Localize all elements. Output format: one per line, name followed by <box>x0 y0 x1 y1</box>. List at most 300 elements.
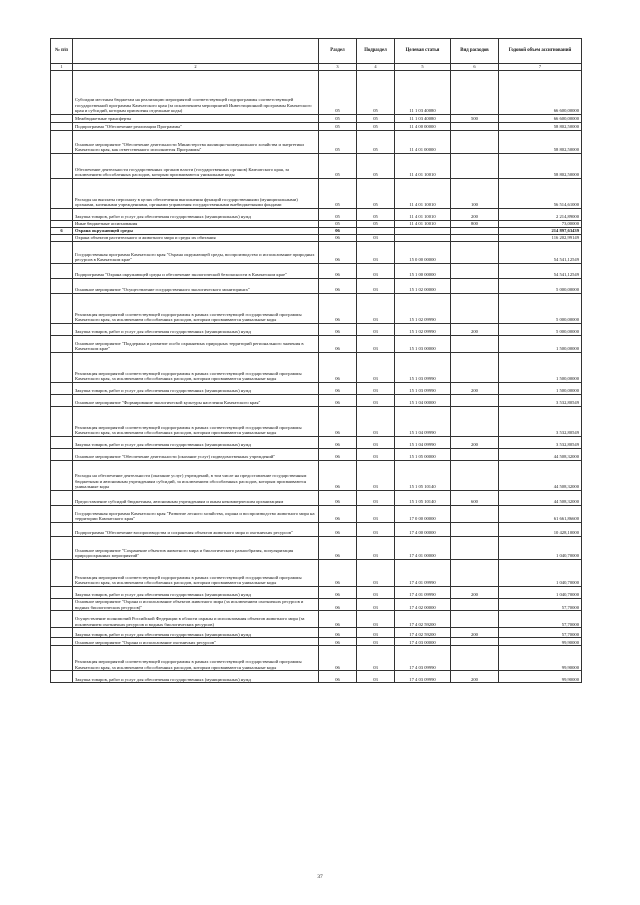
row-target-article-cell: 15 1 04 09990 <box>395 407 451 437</box>
row-amount-cell: 44 508,32000 <box>499 491 582 506</box>
row-expense-type-cell <box>451 242 499 264</box>
row-amount-cell: 3 532,80549 <box>499 395 582 407</box>
row-expense-type-cell <box>451 523 499 537</box>
table-row <box>51 131 582 154</box>
row-razdel-cell: 06 <box>319 353 357 383</box>
table-row <box>51 279 582 294</box>
row-amount-cell: 44 508,32000 <box>499 461 582 491</box>
row-expense-type-cell <box>451 279 499 294</box>
row-name-cell: Закупка товаров, работ и услуг для обеспечения государственных (муниципальных) нужд <box>73 671 319 683</box>
row-name-cell: Подпрограмма "Охрана окружающей среды и обеспечение экологической безопасности в Камчатском крае" <box>73 264 319 279</box>
row-target-article-cell: 15 1 02 09990 <box>395 294 451 324</box>
row-razdel-cell: 05 <box>319 209 357 221</box>
table-row <box>51 638 582 646</box>
row-target-article-cell: 17 4 01 09990 <box>395 587 451 599</box>
row-target-article-cell: 11 4 01 00000 <box>395 131 451 154</box>
row-expense-type-cell <box>451 638 499 646</box>
row-podrazdel-cell: 03 <box>357 461 395 491</box>
table-row <box>51 336 582 353</box>
row-target-article-cell: 17 4 03 09990 <box>395 671 451 683</box>
row-razdel-cell: 06 <box>319 395 357 407</box>
row-expense-type-cell: 200 <box>451 437 499 449</box>
row-number-cell <box>51 628 73 638</box>
row-razdel-cell: 06 <box>319 587 357 599</box>
row-amount-cell: 54 541,12549 <box>499 242 582 264</box>
row-amount-cell: 99,90000 <box>499 671 582 683</box>
row-number-cell <box>51 294 73 324</box>
row-razdel-cell: 06 <box>319 235 357 242</box>
row-amount-cell: 1 040,70000 <box>499 537 582 560</box>
row-name-cell: Основное мероприятие "Охрана и использование объектов животного мира (за исключением охотничьих ресурсов и водных биологических ресурсов)" <box>73 599 319 611</box>
table-row <box>51 294 582 324</box>
row-expense-type-cell <box>451 336 499 353</box>
row-amount-cell: 66 600,00000 <box>499 71 582 115</box>
row-razdel-cell: 06 <box>319 383 357 395</box>
table-row <box>51 264 582 279</box>
row-target-article-cell: 17 4 03 00000 <box>395 638 451 646</box>
row-number-cell <box>51 154 73 179</box>
row-razdel-cell: 06 <box>319 599 357 611</box>
row-target-article-cell: 11 4 01 10010 <box>395 221 451 228</box>
row-number-cell <box>51 587 73 599</box>
row-amount-cell: 10 428,10000 <box>499 523 582 537</box>
row-expense-type-cell <box>451 264 499 279</box>
row-name-cell: Закупка товаров, работ и услуг для обеспечения государственных (муниципальных) нужд <box>73 209 319 221</box>
row-amount-cell: 3 532,80549 <box>499 407 582 437</box>
row-target-article-cell: 17 4 01 09990 <box>395 560 451 587</box>
row-number-cell <box>51 671 73 683</box>
col-number: 3 <box>319 64 357 71</box>
row-amount-cell: 58 802,50000 <box>499 154 582 179</box>
row-razdel-cell: 06 <box>319 506 357 523</box>
row-razdel-cell: 05 <box>319 115 357 123</box>
row-podrazdel-cell: 03 <box>357 264 395 279</box>
col-header-expense-type: Вид расходов <box>451 39 499 64</box>
row-razdel-cell: 06 <box>319 228 357 235</box>
row-razdel-cell: 06 <box>319 523 357 537</box>
row-name-cell: Закупка товаров, работ и услуг для обеспечения государственных (муниципальных) нужд <box>73 587 319 599</box>
row-podrazdel-cell: 05 <box>357 154 395 179</box>
row-number-cell <box>51 179 73 209</box>
col-header-razdel: Раздел <box>319 39 357 64</box>
row-number-cell <box>51 324 73 336</box>
row-target-article-cell: 15 1 05 10140 <box>395 461 451 491</box>
row-name-cell: Расходы на выплаты персоналу в целях обеспечения выполнения функций государственными (муниципальными) органами, казенными учреждениями, органами управления государственными внебюджетными фондами <box>73 179 319 209</box>
row-razdel-cell: 05 <box>319 131 357 154</box>
row-number-cell <box>51 336 73 353</box>
col-number: 2 <box>73 64 319 71</box>
row-number-cell <box>51 131 73 154</box>
row-target-article-cell: 17 4 02 00000 <box>395 599 451 611</box>
row-razdel-cell: 06 <box>319 611 357 628</box>
row-podrazdel-cell: 03 <box>357 506 395 523</box>
table-row <box>51 599 582 611</box>
row-number-cell <box>51 523 73 537</box>
col-number: 5 <box>395 64 451 71</box>
row-target-article-cell: 15 1 03 09990 <box>395 383 451 395</box>
row-name-cell: Подпрограмма "Обеспечение воспроизводства и сохранения объектов животного мира и охотничьих ресурсов" <box>73 523 319 537</box>
table-row <box>51 407 582 437</box>
row-target-article-cell: 11 4 01 10010 <box>395 179 451 209</box>
row-expense-type-cell: 200 <box>451 587 499 599</box>
row-expense-type-cell <box>451 235 499 242</box>
row-target-article-cell: 15 1 03 09990 <box>395 353 451 383</box>
table-row <box>51 537 582 560</box>
col-header-podrazdel: Подраздел <box>357 39 395 64</box>
budget-table <box>50 38 582 683</box>
row-name-cell: Основное мероприятие "Формирование экологической культуры населения Камчатского края" <box>73 395 319 407</box>
row-number-cell <box>51 560 73 587</box>
table-row <box>51 235 582 242</box>
row-name-cell: Закупка товаров, работ и услуг для обеспечения государственных (муниципальных) нужд <box>73 383 319 395</box>
row-number-cell <box>51 353 73 383</box>
row-razdel-cell: 06 <box>319 407 357 437</box>
row-podrazdel-cell: 05 <box>357 209 395 221</box>
row-amount-cell: 1 500,00000 <box>499 353 582 383</box>
row-expense-type-cell <box>451 461 499 491</box>
table-row <box>51 179 582 209</box>
row-amount-cell: 54 541,12549 <box>499 264 582 279</box>
row-number-cell <box>51 71 73 115</box>
row-amount-cell: 5 000,00000 <box>499 324 582 336</box>
row-target-article-cell: 11 4 01 10010 <box>395 154 451 179</box>
row-number-cell <box>51 242 73 264</box>
row-target-article-cell: 15 1 05 00000 <box>395 449 451 461</box>
row-number-cell <box>51 395 73 407</box>
row-target-article-cell: 15 1 04 09990 <box>395 437 451 449</box>
table-row <box>51 611 582 628</box>
row-name-cell: Основное мероприятие "Сохранение объектов животного мира и биологического разнообразия, популяризация природоохранных мероприятий" <box>73 537 319 560</box>
row-amount-cell: 1 500,00000 <box>499 336 582 353</box>
row-target-article-cell: 17 4 02 59200 <box>395 628 451 638</box>
budget-table-page <box>50 38 581 683</box>
row-amount-cell: 57,70000 <box>499 611 582 628</box>
row-podrazdel-cell: 05 <box>357 123 395 131</box>
col-number: 6 <box>451 64 499 71</box>
row-podrazdel-cell: 03 <box>357 324 395 336</box>
row-name-cell: Реализация мероприятий соответствующей подпрограммы в рамках соответствующей государственной программы Камчатского края, за исключением обособленных расходов, которым присваиваются уникальные коды <box>73 407 319 437</box>
row-name-cell: Основное мероприятие "Обеспечение деятельности (оказание услуг) подведомственных учреждений" <box>73 449 319 461</box>
row-amount-cell: 61 661,86600 <box>499 506 582 523</box>
row-podrazdel-cell: 03 <box>357 638 395 646</box>
row-expense-type-cell <box>451 395 499 407</box>
row-number-cell <box>51 646 73 671</box>
row-razdel-cell: 06 <box>319 324 357 336</box>
row-name-cell: Закупка товаров, работ и услуг для обеспечения государственных (муниципальных) нужд <box>73 628 319 638</box>
row-number-cell <box>51 638 73 646</box>
row-target-article-cell: 11 4 00 00000 <box>395 123 451 131</box>
row-name-cell: Субсидии местным бюджетам на реализацию мероприятий соответствующей подпрограммы соответствующей государственной программы Камчатского края (за исключением мероприятий Инвестиционной программы Камчатского края и субсидий, которым присвоены отдельные коды) <box>73 71 319 115</box>
row-name-cell: Межбюджетные трансферты <box>73 115 319 123</box>
col-header-target-article: Целевая статья <box>395 39 451 64</box>
row-amount-cell: 56 514,61000 <box>499 179 582 209</box>
row-expense-type-cell <box>451 646 499 671</box>
row-name-cell: Государственная программа Камчатского края "Охрана окружающей среды, воспроизводство и использование природных ресурсов в Камчатском крае" <box>73 242 319 264</box>
row-expense-type-cell <box>451 228 499 235</box>
row-name-cell: Осуществление полномочий Российской Федерации в области охраны и использования объектов животного мира (за исключением охотничьих ресурсов и водных биологических ресурсов) <box>73 611 319 628</box>
row-podrazdel-cell: 05 <box>357 179 395 209</box>
row-target-article-cell <box>395 228 451 235</box>
col-header-annual-amount: Годовой объем ассигнований <box>499 39 582 64</box>
row-podrazdel-cell: 03 <box>357 353 395 383</box>
table-row <box>51 353 582 383</box>
row-expense-type-cell: 200 <box>451 324 499 336</box>
row-amount-cell: 58 802,50000 <box>499 123 582 131</box>
row-name-cell: Расходы на обеспечение деятельности (оказание услуг) учреждений, в том числе на предоставление государственным бюджетным и автономным учреждениям субсидий, за исключением обособленных расходов, которым присваиваются уникальные коды <box>73 461 319 491</box>
row-amount-cell: 57,70000 <box>499 628 582 638</box>
row-amount-cell: 5 000,00000 <box>499 294 582 324</box>
table-row <box>51 437 582 449</box>
row-number-cell <box>51 506 73 523</box>
row-podrazdel-cell: 03 <box>357 523 395 537</box>
table-row <box>51 221 582 228</box>
row-number-cell <box>51 115 73 123</box>
row-number-cell <box>51 537 73 560</box>
table-row <box>51 646 582 671</box>
row-podrazdel-cell: 03 <box>357 599 395 611</box>
table-row <box>51 209 582 221</box>
row-name-cell: Реализация мероприятий соответствующей подпрограммы в рамках соответствующей государственной программы Камчатского края, за исключением обособленных расходов, которым присваиваются уникальные коды <box>73 646 319 671</box>
row-amount-cell: 1 040,70000 <box>499 560 582 587</box>
row-razdel-cell: 06 <box>319 437 357 449</box>
row-expense-type-cell <box>451 560 499 587</box>
row-name-cell: Закупка товаров, работ и услуг для обеспечения государственных (муниципальных) нужд <box>73 437 319 449</box>
row-number-cell <box>51 235 73 242</box>
row-number-cell <box>51 383 73 395</box>
row-podrazdel-cell: 03 <box>357 491 395 506</box>
row-target-article-cell: 17 4 03 09990 <box>395 646 451 671</box>
row-number-cell <box>51 437 73 449</box>
row-razdel-cell: 06 <box>319 537 357 560</box>
table-row <box>51 324 582 336</box>
row-number-cell <box>51 461 73 491</box>
table-body <box>51 71 582 683</box>
row-expense-type-cell: 200 <box>451 383 499 395</box>
row-target-article-cell <box>395 235 451 242</box>
row-amount-cell: 3 532,80549 <box>499 437 582 449</box>
table-row <box>51 383 582 395</box>
row-target-article-cell: 11 4 01 10010 <box>395 209 451 221</box>
table-row <box>51 587 582 599</box>
row-target-article-cell: 15 1 04 00000 <box>395 395 451 407</box>
table-row <box>51 242 582 264</box>
row-target-article-cell: 17 0 00 00000 <box>395 506 451 523</box>
row-podrazdel-cell: 05 <box>357 131 395 154</box>
row-podrazdel-cell: 05 <box>357 115 395 123</box>
table-row <box>51 395 582 407</box>
row-name-cell: Реализация мероприятий соответствующей подпрограммы в рамках соответствующей государственной программы Камчатского края, за исключением обособленных расходов, которым присваиваются уникальные коды <box>73 560 319 587</box>
col-number: 7 <box>499 64 582 71</box>
row-target-article-cell: 17 4 01 00000 <box>395 537 451 560</box>
row-expense-type-cell <box>451 537 499 560</box>
row-expense-type-cell <box>451 449 499 461</box>
row-target-article-cell: 15 0 00 00000 <box>395 242 451 264</box>
row-amount-cell: 214 897,63439 <box>499 228 582 235</box>
row-podrazdel-cell: 03 <box>357 242 395 264</box>
row-amount-cell: 66 600,00000 <box>499 115 582 123</box>
row-name-cell: Закупка товаров, работ и услуг для обеспечения государственных (муниципальных) нужд <box>73 324 319 336</box>
row-expense-type-cell: 200 <box>451 209 499 221</box>
row-razdel-cell: 06 <box>319 491 357 506</box>
row-name-cell: Основное мероприятие "Осуществление государственного экологического мониторинга" <box>73 279 319 294</box>
row-podrazdel-cell: 03 <box>357 537 395 560</box>
table-row <box>51 491 582 506</box>
row-razdel-cell: 05 <box>319 71 357 115</box>
row-expense-type-cell: 500 <box>451 115 499 123</box>
row-podrazdel-cell: 03 <box>357 587 395 599</box>
table-row <box>51 115 582 123</box>
row-amount-cell: 5 000,00000 <box>499 279 582 294</box>
row-razdel-cell: 06 <box>319 449 357 461</box>
row-amount-cell: 1 500,00000 <box>499 383 582 395</box>
row-amount-cell: 44 508,32000 <box>499 449 582 461</box>
row-razdel-cell: 06 <box>319 264 357 279</box>
column-number-row <box>51 64 582 71</box>
row-name-cell: Основное мероприятие "Поддержка и развитие особо охраняемых природных территорий регионального значения в Камчатском крае" <box>73 336 319 353</box>
row-number-cell <box>51 449 73 461</box>
row-expense-type-cell <box>451 71 499 115</box>
row-target-article-cell: 15 1 02 09990 <box>395 324 451 336</box>
row-podrazdel-cell: 03 <box>357 449 395 461</box>
header-row <box>51 39 582 64</box>
table-row <box>51 628 582 638</box>
row-name-cell: Предоставление субсидий бюджетным, автономным учреждениям и иным некоммерческим организациям <box>73 491 319 506</box>
row-amount-cell: 73,00000 <box>499 221 582 228</box>
row-target-article-cell: 15 1 03 00000 <box>395 336 451 353</box>
table-row <box>51 671 582 683</box>
row-target-article-cell: 17 4 00 00000 <box>395 523 451 537</box>
table-row <box>51 560 582 587</box>
row-razdel-cell: 06 <box>319 336 357 353</box>
row-expense-type-cell <box>451 599 499 611</box>
row-razdel-cell: 05 <box>319 221 357 228</box>
row-razdel-cell: 05 <box>319 123 357 131</box>
row-podrazdel-cell: 03 <box>357 279 395 294</box>
row-podrazdel-cell: 03 <box>357 235 395 242</box>
page-number: 37 <box>317 874 323 880</box>
row-target-article-cell: 17 4 02 59200 <box>395 611 451 628</box>
row-podrazdel-cell: 03 <box>357 294 395 324</box>
row-expense-type-cell: 200 <box>451 628 499 638</box>
row-podrazdel-cell: 03 <box>357 646 395 671</box>
row-expense-type-cell <box>451 123 499 131</box>
row-amount-cell: 1 040,70000 <box>499 587 582 599</box>
row-expense-type-cell <box>451 407 499 437</box>
col-header-name <box>73 39 319 64</box>
row-number-cell <box>51 407 73 437</box>
row-target-article-cell: 15 1 05 10140 <box>395 491 451 506</box>
table-row <box>51 506 582 523</box>
row-podrazdel-cell: 05 <box>357 221 395 228</box>
row-number-cell <box>51 264 73 279</box>
row-razdel-cell: 06 <box>319 560 357 587</box>
row-podrazdel-cell: 03 <box>357 560 395 587</box>
row-podrazdel-cell: 03 <box>357 611 395 628</box>
row-name-cell: Подпрограмма "Обеспечение реализации Программы" <box>73 123 319 131</box>
row-podrazdel-cell: 03 <box>357 407 395 437</box>
row-name-cell: Государственная программа Камчатского края "Развитие лесного хозяйства, охрана и воспроизводство животного мира на территории Камчатского края" <box>73 506 319 523</box>
row-podrazdel-cell: 03 <box>357 671 395 683</box>
row-name-cell: Охрана объектов растительного и животного мира и среды их обитания <box>73 235 319 242</box>
row-name-cell: Охрана окружающей среды <box>73 228 319 235</box>
row-target-article-cell: 15 1 00 00000 <box>395 264 451 279</box>
row-number-cell <box>51 279 73 294</box>
row-expense-type-cell: 800 <box>451 221 499 228</box>
row-podrazdel-cell <box>357 228 395 235</box>
row-name-cell: Реализация мероприятий соответствующей подпрограммы в рамках соответствующей государственной программы Камчатского края, за исключением обособленных расходов, которым присваиваются уникальные коды <box>73 294 319 324</box>
row-razdel-cell: 05 <box>319 179 357 209</box>
row-number-cell <box>51 599 73 611</box>
row-razdel-cell: 06 <box>319 646 357 671</box>
col-number: 1 <box>51 64 73 71</box>
row-expense-type-cell <box>451 154 499 179</box>
table-row <box>51 154 582 179</box>
row-razdel-cell: 06 <box>319 279 357 294</box>
row-number-cell <box>51 491 73 506</box>
row-expense-type-cell: 600 <box>451 491 499 506</box>
table-row <box>51 523 582 537</box>
table-row <box>51 123 582 131</box>
row-podrazdel-cell: 05 <box>357 71 395 115</box>
row-name-cell: Основное мероприятие "Охрана и использование охотничьих ресурсов" <box>73 638 319 646</box>
row-name-cell: Основное мероприятие "Обеспечение деятельности Министерства жилищно-коммунального хозяйства и энергетики Камчатского края, как ответственного исполнителя Программы" <box>73 131 319 154</box>
row-expense-type-cell <box>451 131 499 154</box>
col-number: 4 <box>357 64 395 71</box>
row-podrazdel-cell: 03 <box>357 383 395 395</box>
row-razdel-cell: 06 <box>319 671 357 683</box>
row-target-article-cell: 11 1 03 40080 <box>395 71 451 115</box>
row-amount-cell: 99,90000 <box>499 638 582 646</box>
row-amount-cell: 58 802,50000 <box>499 131 582 154</box>
row-amount-cell: 57,70000 <box>499 599 582 611</box>
row-target-article-cell: 15 1 02 00000 <box>395 279 451 294</box>
row-razdel-cell: 06 <box>319 242 357 264</box>
row-expense-type-cell <box>451 353 499 383</box>
row-podrazdel-cell: 03 <box>357 437 395 449</box>
row-number-cell <box>51 221 73 228</box>
row-name-cell: Обеспечение деятельности государственных органов власти (государственных органов) Камчатского края, за исключением обособленных расходов, которым присваиваются уникальные коды <box>73 154 319 179</box>
table-row <box>51 449 582 461</box>
row-razdel-cell: 05 <box>319 154 357 179</box>
row-podrazdel-cell: 03 <box>357 395 395 407</box>
col-header-num: № п/п <box>51 39 73 64</box>
row-expense-type-cell: 100 <box>451 179 499 209</box>
row-podrazdel-cell: 03 <box>357 628 395 638</box>
row-name-cell: Иные бюджетные ассигнования <box>73 221 319 228</box>
row-podrazdel-cell: 03 <box>357 336 395 353</box>
row-expense-type-cell: 200 <box>451 671 499 683</box>
row-target-article-cell: 11 1 03 40080 <box>395 115 451 123</box>
table-row <box>51 71 582 115</box>
row-razdel-cell: 06 <box>319 294 357 324</box>
row-razdel-cell: 06 <box>319 638 357 646</box>
row-expense-type-cell <box>451 611 499 628</box>
row-number-cell <box>51 611 73 628</box>
table-row <box>51 228 582 235</box>
row-name-cell: Реализация мероприятий соответствующей подпрограммы в рамках соответствующей государственной программы Камчатского края, за исключением обособленных расходов, которым присваиваются уникальные коды <box>73 353 319 383</box>
row-amount-cell: 2 214,89000 <box>499 209 582 221</box>
row-amount-cell: 99,90000 <box>499 646 582 671</box>
row-amount-cell: 116 202,99149 <box>499 235 582 242</box>
row-razdel-cell: 06 <box>319 461 357 491</box>
row-number-cell <box>51 123 73 131</box>
row-razdel-cell: 06 <box>319 628 357 638</box>
row-number-cell <box>51 209 73 221</box>
table-row <box>51 461 582 491</box>
row-expense-type-cell <box>451 506 499 523</box>
row-number-cell: 6 <box>51 228 73 235</box>
row-expense-type-cell <box>451 294 499 324</box>
